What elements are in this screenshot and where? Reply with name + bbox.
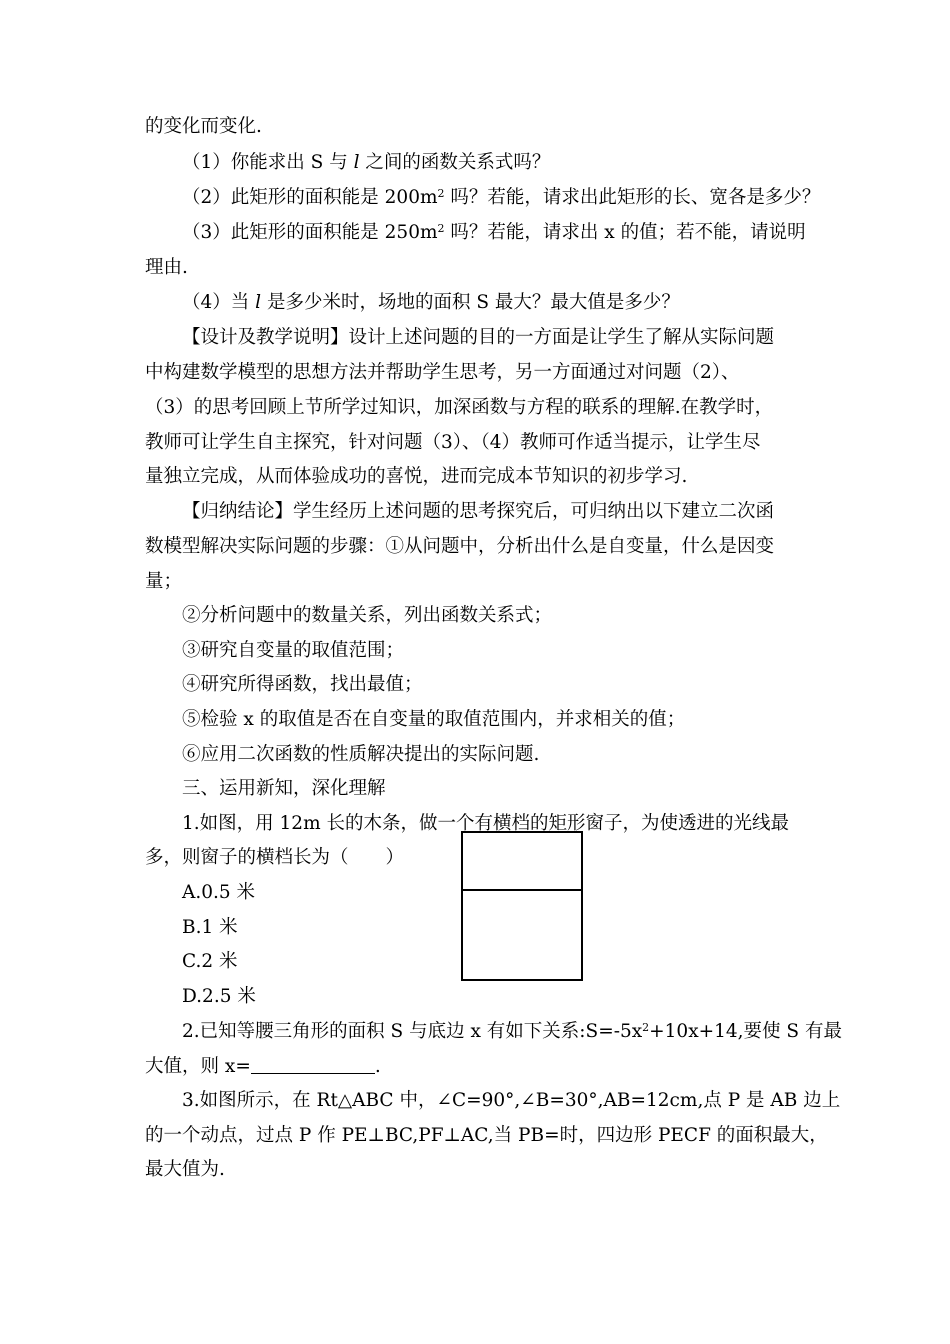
option-b: B.1 米	[182, 917, 238, 938]
ex2-l2-b: .	[374, 1056, 381, 1077]
q3-text-b: 吗？若能，请求出 x 的值；若不能，请说明	[444, 222, 806, 243]
exercise-1-line-2: 多，则窗子的横档长为（ ）	[145, 847, 405, 868]
q4-text-a: （4）当	[182, 292, 256, 313]
ex2-text-a: 2.已知等腰三角形的面积 S 与底边 x 有如下关系:S=-5x	[182, 1021, 643, 1042]
design-line-4: 教师可让学生自主探究，针对问题（3）、（4）教师可作适当提示，让学生尽	[145, 432, 761, 453]
ex2-l2-a: 大值，则 x=	[145, 1056, 251, 1077]
text-line: 的变化而变化.	[145, 116, 262, 137]
q2-text-a: （2）此矩形的面积能是 200m	[182, 187, 438, 208]
design-line-3: （3）的思考回顾上节所学过知识，加深函数与方程的联系的理解.在教学时，	[145, 397, 774, 418]
option-a: A.0.5 米	[182, 882, 256, 903]
ex2-text-b: +10x+14,要使 S 有最	[649, 1021, 842, 1042]
q4-var: l	[255, 292, 262, 313]
ex2-sup: 2	[642, 1021, 650, 1034]
step-4: ④研究所得函数，找出最值；	[182, 674, 423, 695]
section-heading: 三、运用新知，深化理解	[182, 778, 386, 799]
step-2: ②分析问题中的数量关系，列出函数关系式；	[182, 605, 553, 626]
exercise-2-line-1	[182, 1020, 842, 1044]
q4-text-b: 是多少米时，场地的面积 S 最大？最大值是多少？	[261, 292, 680, 313]
conclusion-line-3: 量；	[145, 571, 183, 592]
q1-var: l	[353, 152, 360, 173]
q3-sup: 2	[437, 222, 445, 235]
design-line-5: 量独立完成，从而体验成功的喜悦，进而完成本节知识的初步学习.	[145, 466, 688, 487]
question-1	[182, 151, 550, 175]
question-4	[182, 291, 680, 315]
q2-sup: 2	[437, 187, 445, 200]
design-line-1: 【设计及教学说明】设计上述问题的目的一方面是让学生了解从实际问题	[182, 327, 775, 348]
conclusion-line-1: 【归纳结论】学生经历上述问题的思考探究后，可归纳出以下建立二次函	[182, 501, 775, 522]
question-3-cont: 理由.	[145, 257, 188, 278]
answer-blank[interactable]	[251, 1055, 375, 1074]
step-3: ③研究自变量的取值范围；	[182, 640, 405, 661]
q1-text-b: 之间的函数关系式吗？	[359, 152, 551, 173]
q1-text-a: （1）你能求出 S 与	[182, 152, 354, 173]
q2-text-b: 吗？若能，请求出此矩形的长、宽各是多少？	[444, 187, 821, 208]
exercise-2-line-2	[145, 1055, 381, 1079]
window-frame	[462, 832, 582, 980]
exercise-1-line-1: 1.如图，用 12m 长的木条，做一个有横档的矩形窗子，为使透进的光线最	[182, 813, 789, 834]
option-c: C.2 米	[182, 951, 238, 972]
question-3	[182, 221, 806, 245]
exercise-3-line-3: 最大值为.	[145, 1159, 225, 1180]
question-2	[182, 186, 820, 210]
step-5: ⑤检验 x 的取值是否在自变量的取值范围内，并求相关的值；	[182, 709, 686, 730]
exercise-3-line-2: 的一个动点，过点 P 作 PE⊥BC,PF⊥AC,当 PB=时，四边形 PECF 的面积最大，	[145, 1125, 828, 1146]
step-6: ⑥应用二次函数的性质解决提出的实际问题.	[182, 744, 540, 765]
design-line-2: 中构建数学模型的思想方法并帮助学生思考，另一方面通过对问题（2）、	[145, 362, 740, 383]
conclusion-line-2: 数模型解决实际问题的步骤：①从问题中，分析出什么是自变量，什么是因变	[145, 536, 775, 557]
q3-text-a: （3）此矩形的面积能是 250m	[182, 222, 438, 243]
window-diagram	[460, 830, 584, 982]
exercise-3-line-1: 3.如图所示，在 Rt△ABC 中，∠C=90°,∠B=30°,AB=12cm,点 P 是 AB 边上	[182, 1090, 841, 1111]
option-d: D.2.5 米	[182, 986, 256, 1007]
